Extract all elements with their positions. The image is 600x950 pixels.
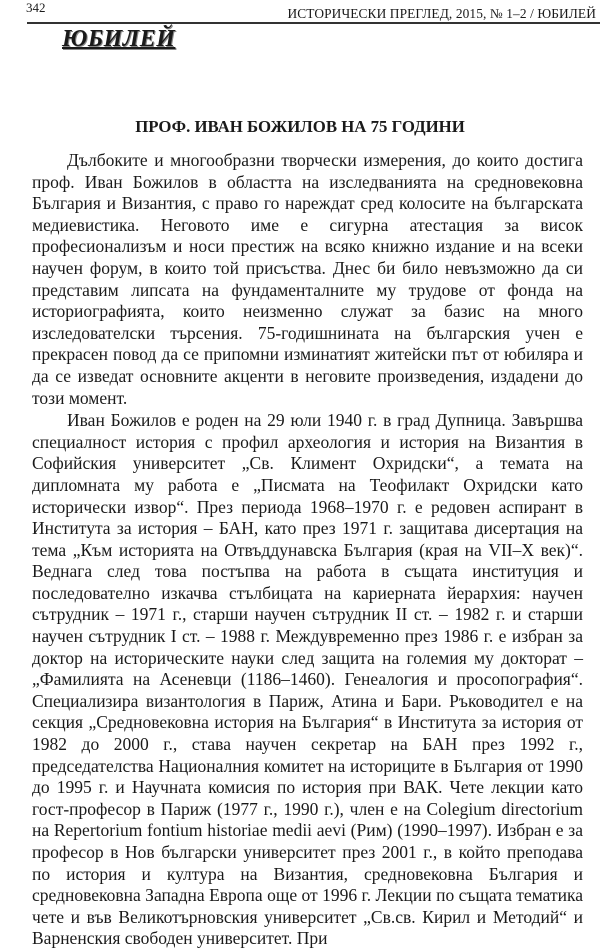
running-head: ИСТОРИЧЕСКИ ПРЕГЛЕД, 2015, № 1–2 / ЮБИЛЕЙ [287, 6, 596, 21]
paragraph: Иван Божилов е роден на 29 юли 1940 г. в град Дупница. Завършва специалност история с профил археология и история на Византия в Софийския университет „Св. Климент Охридски“, а темата на дипломната му работа е „Писмата на Теофилакт Охридски като исторически извор“. През периода 1968–1970 г. е редовен аспирант в Института за история – БАН, като през 1971 г. защитава дисертация на тема „Към историята на Отвъддунавска България (края на VII–X век)“. Веднага след това постъпва на работа в същата институция и последователно изкачва стълбицата на кариерната йерархия: научен сътрудник – 1971 г., старши научен сътрудник II ст. – 1982 г. и старши научен сътрудник I ст. – 1988 г. Междувременно през 1986 г. е избран за доктор на историческите науки след защита на големия му докторат – „Фамилията на Асеневци (1186–1460). Генеалогия и просопография“. Специализира византология в Париж, Атина и Бари. Ръководител е на секция „Средновековна история на България“ в Института за история от 1982 до 2000 г., става научен секретар на БАН през 1992 г., председателства Националния комитет на историците в България от 1990 до 1995 г. и Научната комисия по история при ВАК. Чете лекции като гост-професор в Париж (1977 г., 1990 г.), член е на Colegium directorium на Repertorium fontium historiae medii aevi (Рим) (1990–1997). Избран е за професор в Нов български университет през 2001 г., в който преподава по история и култура на Византия, средновековна България и средновековна Западна Европа още от 1996 г. Лекции по същата тематика чете и във Великотърновския университет „Св.св. Кирил и Методий“ и Варненския свободен университет. При [32, 410, 583, 949]
page-number: 342 [26, 0, 46, 15]
section-label: ЮБИЛЕЙ [62, 26, 176, 52]
article-title: ПРОФ. ИВАН БОЖИЛОВ НА 75 ГОДИНИ [135, 117, 465, 137]
paragraph: Дълбоките и многообразни творчески измерения, до които достига проф. Иван Божилов в областта на изследванията на средновековна България и Византия, с право го нареждат сред колосите на българската медиевистика. Неговото име е сигурна атестация за висок професионализъм и носи престиж на всяко книжно издание и на всеки научен форум, в които той присъства. Днес би било невъзможно да си представим липсата на фундаменталните му трудове от фонда на историографията, които неизменно служат за базис на много изследователски търсения. 75-годишнината на българския учен е прекрасен повод да се припомни изминатият житейски път от юбиляра и да се изведат основните акценти в неговите произведения, издадени до този момент. [32, 150, 583, 408]
header-rule [27, 22, 600, 24]
article-body [32, 150, 583, 950]
